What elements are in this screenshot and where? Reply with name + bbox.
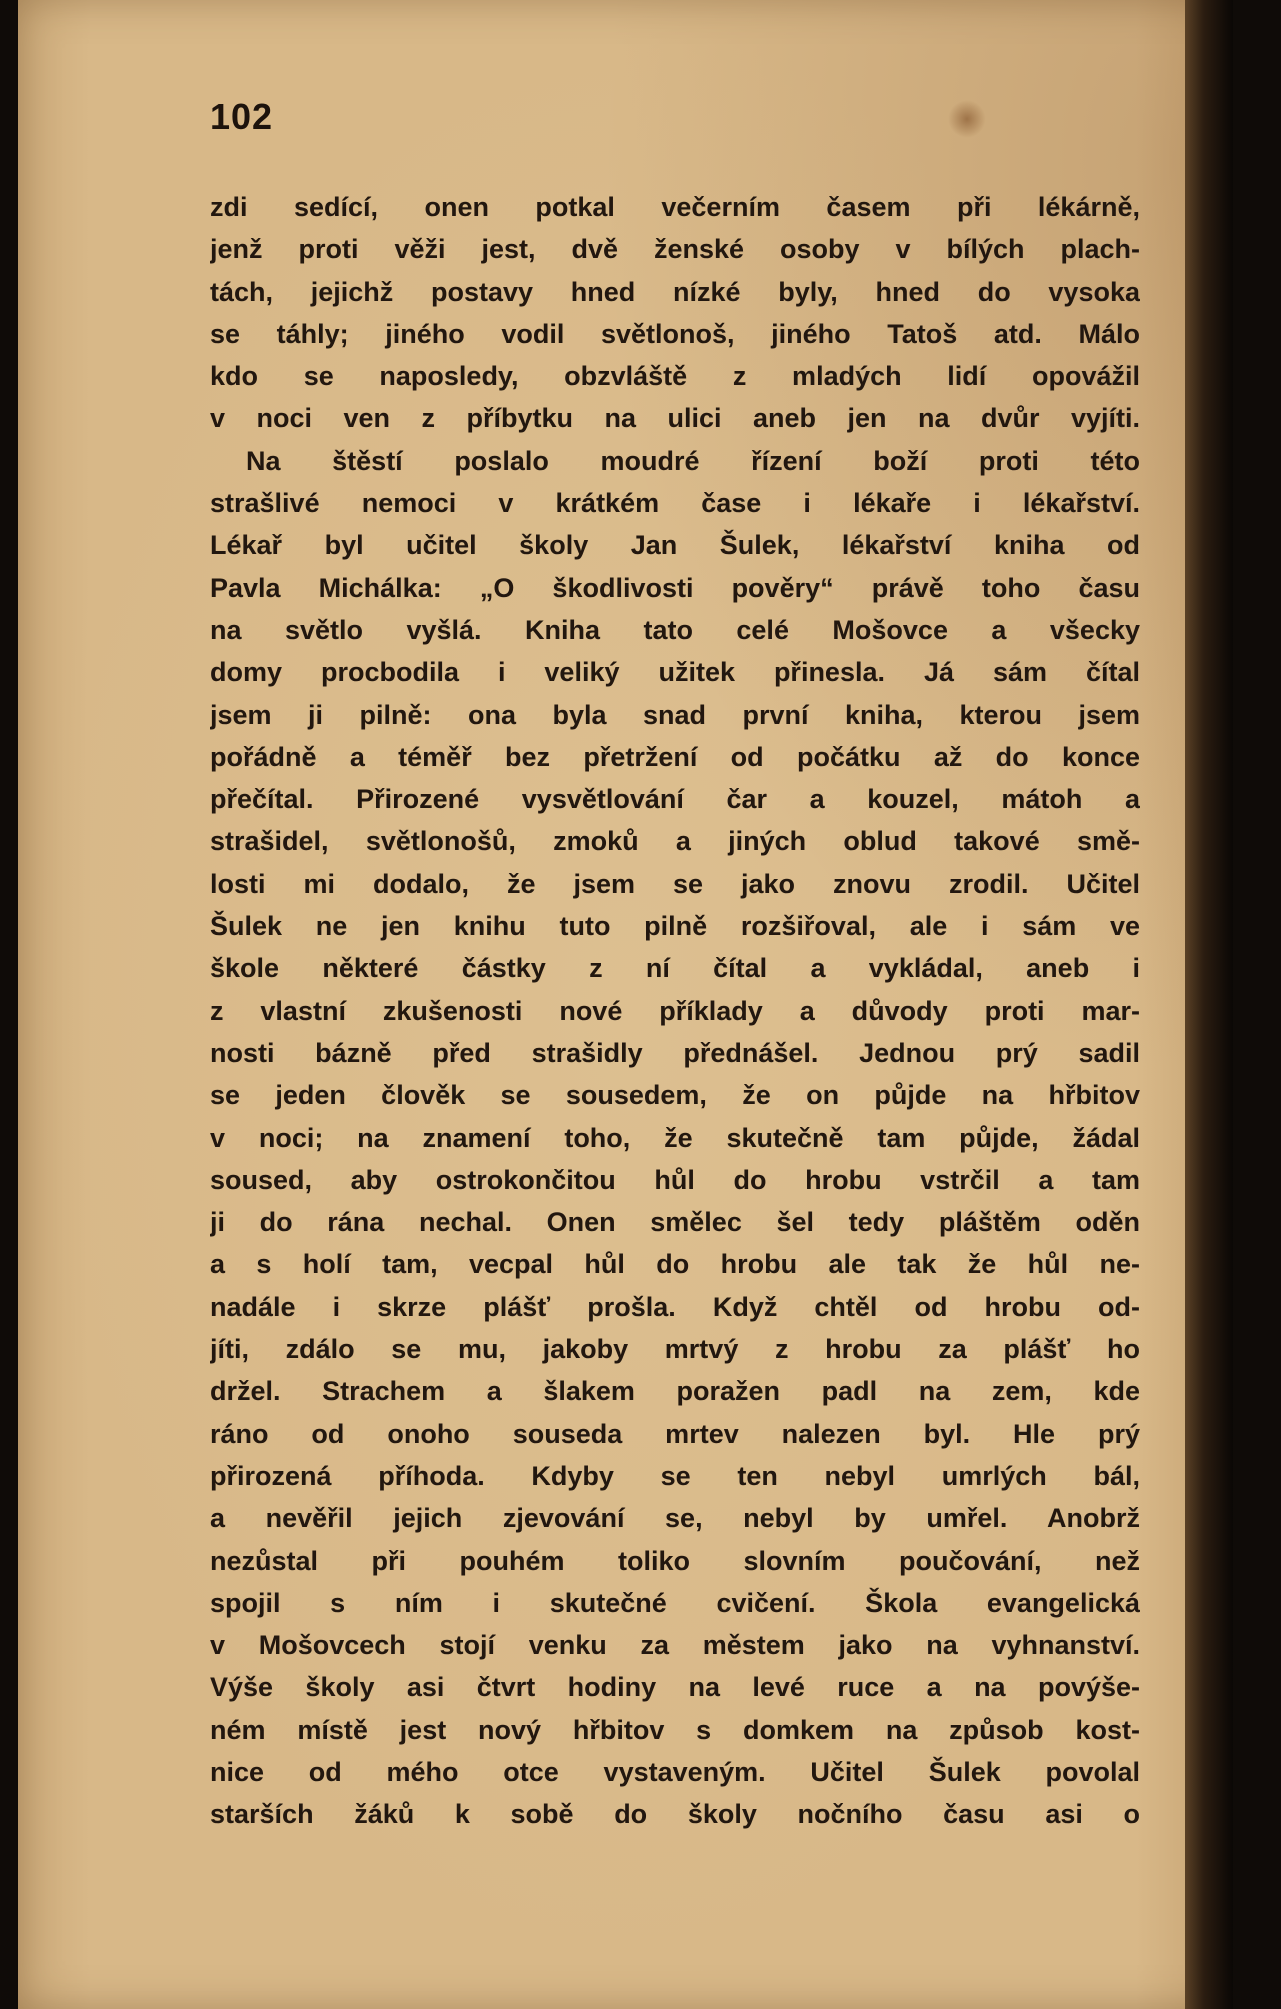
- text-line: jenž proti věži jest, dvě ženské osoby v bílých plach-: [210, 234, 1140, 265]
- text-line: ji do rána nechal. Onen smělec šel tedy pláštěm oděn: [210, 1207, 1140, 1238]
- text-line: ráno od onoho souseda mrtev nalezen byl. Hle prý: [210, 1418, 1140, 1449]
- text-line: losti mi dodalo, že jsem se jako znovu zrodil. Učitel: [210, 868, 1140, 899]
- text-line: pořádně a téměř bez přetržení od počátku až do konce: [210, 741, 1140, 772]
- text-line: přečítal. Přirozené vysvětlování čar a kouzel, mátoh a: [210, 784, 1140, 815]
- page-stain: [948, 100, 986, 138]
- text-line: v noci; na znamení toho, že skutečně tam půjde, žádal: [210, 1122, 1140, 1153]
- text-line: zdi sedící, onen potkal večerním časem při lékárně,: [210, 192, 1140, 222]
- text-line: škole některé částky z ní čítal a vykládal, aneb i: [210, 953, 1140, 984]
- text-line: jíti, zdálo se mu, jakoby mrtvý z hrobu za plášť ho: [210, 1334, 1140, 1365]
- text-line: strašlivé nemoci v krátkém čase i lékaře i lékařství.: [210, 488, 1140, 519]
- text-line: se táhly; jiného vodil světlonoš, jiného Tatoš atd. Málo: [210, 318, 1140, 349]
- text-line: se jeden člověk se sousedem, že on půjde na hřbitov: [210, 1080, 1140, 1111]
- text-line: držel. Strachem a šlakem poražen padl na zem, kde: [210, 1376, 1140, 1407]
- text-line: Na štěstí poslalo moudré řízení boží proti této: [246, 445, 1140, 476]
- text-line: přirozená příhoda. Kdyby se ten nebyl umrlých bál,: [210, 1460, 1140, 1491]
- text-line: z vlastní zkušenosti nové příklady a důvody proti mar-: [210, 995, 1140, 1026]
- text-line: ném místě jest nový hřbitov s domkem na způsob kost-: [210, 1714, 1140, 1745]
- text-line: nezůstal při pouhém toliko slovním poučování, než: [210, 1545, 1140, 1576]
- text-line: nice od mého otce vystaveným. Učitel Šulek povolal: [210, 1756, 1140, 1787]
- text-line: soused, aby ostrokončitou hůl do hrobu vstrčil a tam: [210, 1164, 1140, 1195]
- text-line: starších žáků k sobě do školy nočního času asi o: [210, 1799, 1140, 1830]
- text-line: Lékař byl učitel školy Jan Šulek, lékařství kniha od: [210, 530, 1140, 561]
- text-line: kdo se naposledy, obzvláště z mladých lidí opovážil: [210, 361, 1140, 392]
- text-line: nosti bázně před strašidly přednášel. Jednou prý sadil: [210, 1037, 1140, 1068]
- text-line: a nevěřil jejich zjevování se, nebyl by umřel. Anobrž: [210, 1503, 1140, 1534]
- text-line: strašidel, světlonošů, zmoků a jiných oblud takové smě-: [210, 826, 1140, 857]
- text-line: Pavla Michálka: „O škodlivosti pověry“ právě toho času: [210, 572, 1140, 603]
- text-line: v Mošovcech stojí venku za městem jako na vyhnanství.: [210, 1630, 1140, 1661]
- text-line: tách, jejichž postavy hned nízké byly, hned do vysoka: [210, 276, 1140, 307]
- text-line: a s holí tam, vecpal hůl do hrobu ale tak že hůl ne-: [210, 1249, 1140, 1280]
- book-page: [18, 0, 1233, 2009]
- text-line: domy procbodila i veliký užitek přinesla. Já sám čítal: [210, 657, 1140, 688]
- body-text: [210, 186, 1140, 1836]
- text-line: Výše školy asi čtvrt hodiny na levé ruce a na povýše-: [210, 1672, 1140, 1703]
- text-line: na světlo vyšlá. Kniha tato celé Mošovce a všecky: [210, 614, 1140, 645]
- text-line: v noci ven z příbytku na ulici aneb jen na dvůr vyjíti.: [210, 403, 1140, 434]
- book-binding: [1185, 0, 1233, 2009]
- page-number: 102: [210, 96, 274, 137]
- text-line: Šulek ne jen knihu tuto pilně rozšiřoval, ale i sám ve: [210, 911, 1140, 942]
- text-line: spojil s ním i skutečné cvičení. Škola evangelická: [210, 1587, 1140, 1618]
- text-line: nadále i skrze plášť prošla. Když chtěl od hrobu od-: [210, 1291, 1140, 1322]
- text-line: jsem ji pilně: ona byla snad první kniha, kterou jsem: [210, 699, 1140, 730]
